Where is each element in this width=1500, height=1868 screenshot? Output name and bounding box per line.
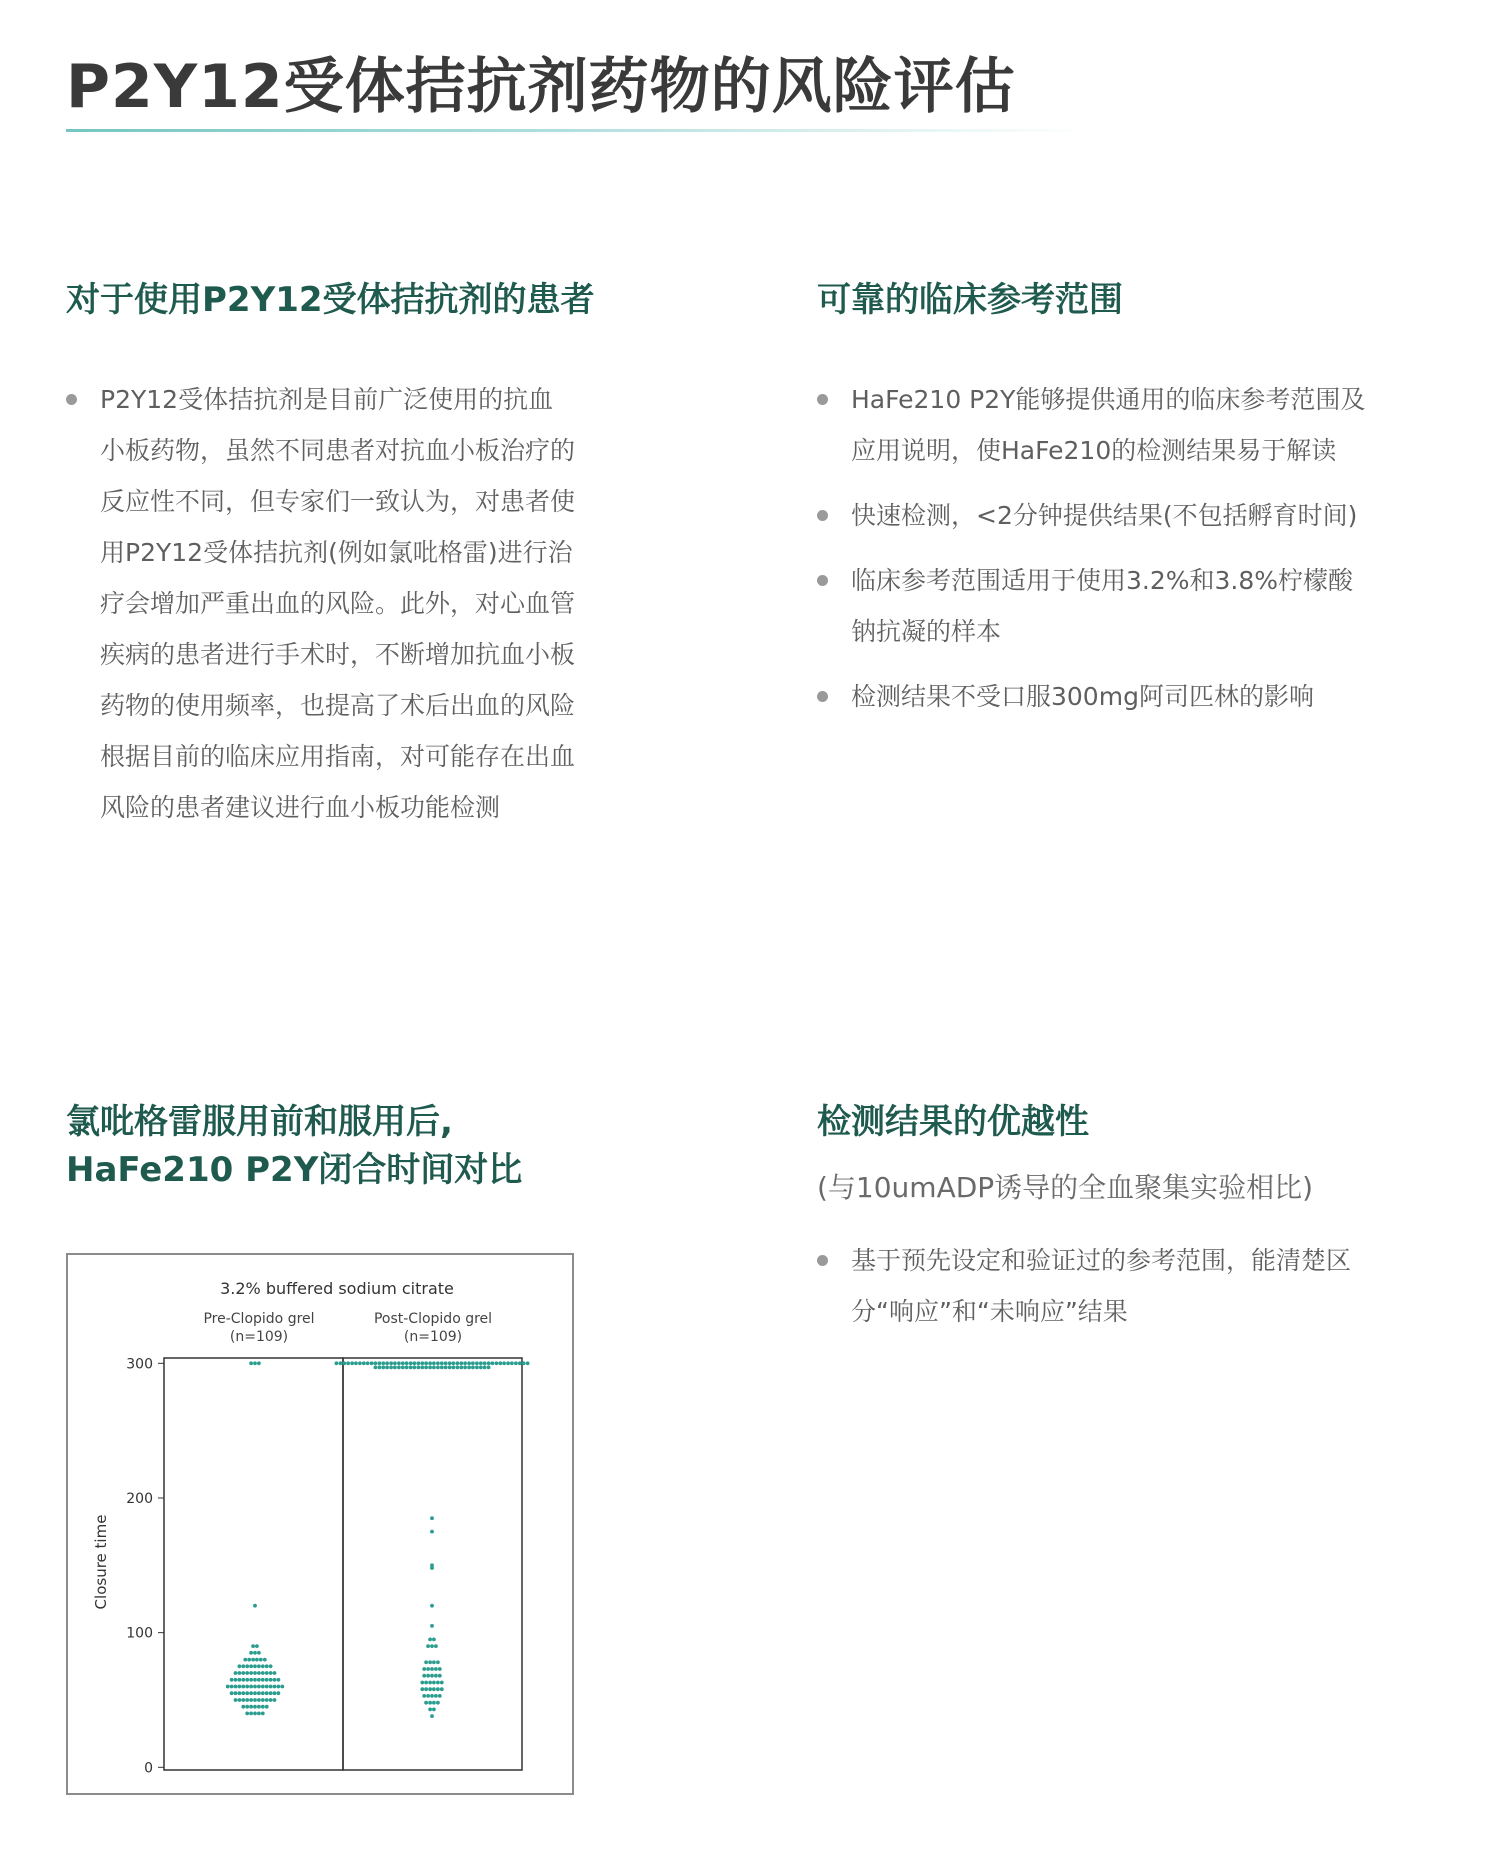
data-point bbox=[452, 1361, 456, 1365]
data-point bbox=[502, 1361, 506, 1365]
bullet-line: 快速检测，<2分钟提供结果(不包括孵育时间) bbox=[851, 501, 1358, 530]
y-tick-label: 0 bbox=[144, 1760, 153, 1777]
data-point bbox=[280, 1685, 284, 1689]
data-point bbox=[241, 1698, 245, 1702]
list-item bbox=[66, 374, 626, 833]
data-point bbox=[510, 1361, 514, 1365]
data-point bbox=[467, 1366, 471, 1370]
data-point bbox=[389, 1361, 393, 1365]
data-point bbox=[434, 1644, 438, 1648]
y-axis-label: Closure time bbox=[92, 1514, 110, 1610]
data-point bbox=[459, 1366, 463, 1370]
data-point bbox=[269, 1671, 273, 1675]
data-point bbox=[444, 1366, 448, 1370]
bullet-line: 药物的使用频率，也提高了术后出血的风险 bbox=[100, 691, 576, 720]
data-point bbox=[241, 1664, 245, 1668]
data-point bbox=[265, 1685, 269, 1689]
data-point bbox=[475, 1366, 479, 1370]
data-point bbox=[362, 1361, 366, 1365]
bullet-line: 根据目前的临床应用指南，对可能存在出血 bbox=[100, 742, 576, 771]
data-point bbox=[487, 1366, 491, 1370]
bullet-dot-icon bbox=[817, 510, 828, 521]
data-point bbox=[463, 1361, 467, 1365]
category-label-post: Post-Clopido grel bbox=[373, 1311, 493, 1327]
data-point bbox=[440, 1366, 444, 1370]
data-point bbox=[335, 1361, 339, 1365]
data-point bbox=[498, 1361, 502, 1365]
data-point bbox=[514, 1361, 518, 1365]
data-point bbox=[434, 1674, 438, 1678]
bullet-dot-icon bbox=[66, 394, 77, 405]
data-point bbox=[245, 1685, 249, 1689]
data-point bbox=[440, 1681, 444, 1685]
data-point bbox=[370, 1361, 374, 1365]
superiority-list bbox=[817, 1235, 1457, 1337]
data-point bbox=[436, 1681, 440, 1685]
data-point bbox=[401, 1361, 405, 1365]
bullet-line: 用P2Y12受体拮抗剂(例如氯吡格雷)进行治 bbox=[100, 538, 573, 567]
y-tick-label: 200 bbox=[126, 1490, 153, 1507]
data-point bbox=[436, 1361, 440, 1365]
list-item bbox=[817, 490, 1457, 541]
data-point bbox=[426, 1674, 430, 1678]
data-point bbox=[238, 1664, 242, 1668]
data-point bbox=[405, 1366, 409, 1370]
list-item bbox=[817, 671, 1457, 722]
data-point bbox=[273, 1671, 277, 1675]
data-point bbox=[522, 1361, 526, 1365]
data-point bbox=[430, 1674, 434, 1678]
data-point bbox=[456, 1366, 460, 1370]
data-point bbox=[249, 1651, 253, 1655]
data-point bbox=[432, 1638, 436, 1642]
data-point bbox=[259, 1658, 263, 1662]
data-point bbox=[506, 1361, 510, 1365]
data-point bbox=[417, 1366, 421, 1370]
list-item bbox=[817, 555, 1457, 657]
data-point bbox=[436, 1701, 440, 1705]
data-point bbox=[483, 1361, 487, 1365]
data-point bbox=[269, 1678, 273, 1682]
data-point bbox=[230, 1678, 234, 1682]
data-point bbox=[420, 1687, 424, 1691]
data-point bbox=[432, 1660, 436, 1664]
data-point bbox=[245, 1664, 249, 1668]
data-point bbox=[269, 1698, 273, 1702]
data-point bbox=[257, 1712, 261, 1716]
data-point bbox=[393, 1366, 397, 1370]
data-point bbox=[253, 1664, 257, 1668]
reference-list bbox=[817, 374, 1457, 722]
data-point bbox=[385, 1361, 389, 1365]
data-point bbox=[253, 1671, 257, 1675]
data-point bbox=[255, 1658, 259, 1662]
data-point bbox=[422, 1694, 426, 1698]
data-point bbox=[434, 1667, 438, 1671]
data-point bbox=[245, 1712, 249, 1716]
data-point bbox=[257, 1651, 261, 1655]
data-point bbox=[277, 1678, 281, 1682]
data-point bbox=[381, 1361, 385, 1365]
data-point bbox=[253, 1712, 257, 1716]
data-point bbox=[393, 1361, 397, 1365]
data-point bbox=[257, 1698, 261, 1702]
data-point bbox=[245, 1678, 249, 1682]
data-point bbox=[430, 1530, 434, 1534]
data-point bbox=[426, 1667, 430, 1671]
data-point bbox=[430, 1516, 434, 1520]
data-point bbox=[253, 1705, 257, 1709]
bullet-dot-icon bbox=[817, 575, 828, 586]
data-point bbox=[459, 1361, 463, 1365]
data-point bbox=[430, 1566, 434, 1570]
bullet-line: P2Y12受体拮抗剂是目前广泛使用的抗血 bbox=[100, 385, 554, 414]
data-point bbox=[277, 1691, 281, 1695]
data-point bbox=[413, 1361, 417, 1365]
data-point bbox=[251, 1658, 255, 1662]
data-point bbox=[255, 1644, 259, 1648]
bullet-line: HaFe210 P2Y能够提供通用的临床参考范围及 bbox=[851, 385, 1366, 414]
data-point bbox=[405, 1361, 409, 1365]
data-point bbox=[247, 1658, 251, 1662]
list-item bbox=[817, 1235, 1457, 1337]
data-point bbox=[230, 1691, 234, 1695]
data-point bbox=[238, 1698, 242, 1702]
data-point bbox=[245, 1698, 249, 1702]
data-point bbox=[444, 1361, 448, 1365]
data-point bbox=[339, 1361, 343, 1365]
data-point bbox=[253, 1678, 257, 1682]
bullet-line: 疾病的患者进行手术时，不断增加抗血小板 bbox=[100, 640, 576, 669]
data-point bbox=[432, 1366, 436, 1370]
data-point bbox=[234, 1685, 238, 1689]
bullet-line: 应用说明，使HaFe210的检测结果易于解读 bbox=[851, 436, 1337, 465]
data-point bbox=[467, 1361, 471, 1365]
data-point bbox=[397, 1366, 401, 1370]
data-point bbox=[241, 1678, 245, 1682]
data-point bbox=[366, 1361, 370, 1365]
data-point bbox=[253, 1685, 257, 1689]
data-point bbox=[342, 1361, 346, 1365]
data-point bbox=[261, 1685, 265, 1689]
data-point bbox=[226, 1685, 230, 1689]
data-point bbox=[265, 1678, 269, 1682]
data-point bbox=[448, 1366, 452, 1370]
data-point bbox=[424, 1701, 428, 1705]
data-point bbox=[261, 1712, 265, 1716]
data-point bbox=[428, 1708, 432, 1712]
bullet-line: 风险的患者建议进行血小板功能检测 bbox=[100, 793, 501, 822]
data-point bbox=[456, 1361, 460, 1365]
category-n-pre: (n=109) bbox=[229, 1329, 289, 1345]
data-point bbox=[265, 1691, 269, 1695]
bullet-line: 小板药物，虽然不同患者对抗血小板治疗的 bbox=[100, 436, 576, 465]
chart-svg bbox=[68, 1255, 572, 1793]
data-point bbox=[257, 1678, 261, 1682]
data-point bbox=[257, 1664, 261, 1668]
data-point bbox=[430, 1694, 434, 1698]
data-point bbox=[273, 1698, 277, 1702]
data-point bbox=[440, 1361, 444, 1365]
data-point bbox=[420, 1366, 424, 1370]
data-point bbox=[436, 1366, 440, 1370]
data-point bbox=[428, 1660, 432, 1664]
data-point bbox=[241, 1691, 245, 1695]
bullet-line: 临床参考范围适用于使用3.2%和3.8%柠檬酸 bbox=[851, 566, 1354, 595]
data-point bbox=[436, 1660, 440, 1664]
data-point bbox=[420, 1681, 424, 1685]
superiority-note: (与10umADP诱导的全血聚集实验相比) bbox=[817, 1171, 1314, 1204]
data-point bbox=[424, 1361, 428, 1365]
data-point bbox=[378, 1366, 382, 1370]
data-point bbox=[475, 1361, 479, 1365]
data-point bbox=[249, 1691, 253, 1695]
bullet-line: 反应性不同，但专家们一致认为，对患者使 bbox=[100, 487, 576, 516]
patients-heading: 对于使用P2Y12受体拮抗剂的患者 bbox=[66, 280, 595, 320]
data-point bbox=[483, 1366, 487, 1370]
data-point bbox=[253, 1361, 257, 1365]
data-point bbox=[438, 1674, 442, 1678]
chart-title: 3.2% buffered sodium citrate bbox=[220, 1279, 454, 1298]
data-point bbox=[253, 1651, 257, 1655]
list-item bbox=[817, 374, 1457, 476]
bullet-dot-icon bbox=[817, 691, 828, 702]
data-point bbox=[234, 1678, 238, 1682]
data-point bbox=[471, 1366, 475, 1370]
reference-heading: 可靠的临床参考范围 bbox=[817, 280, 1123, 320]
data-point bbox=[269, 1691, 273, 1695]
data-point bbox=[257, 1691, 261, 1695]
closure-time-chart bbox=[66, 1253, 574, 1795]
data-point bbox=[487, 1361, 491, 1365]
data-point bbox=[249, 1685, 253, 1689]
bullet-line: 钠抗凝的样本 bbox=[851, 617, 1002, 646]
data-point bbox=[238, 1685, 242, 1689]
category-n-post: (n=109) bbox=[403, 1329, 463, 1345]
comparison-heading-line: HaFe210 P2Y闭合时间对比 bbox=[66, 1150, 523, 1190]
data-point bbox=[413, 1366, 417, 1370]
data-point bbox=[241, 1671, 245, 1675]
data-point bbox=[265, 1671, 269, 1675]
data-point bbox=[471, 1361, 475, 1365]
data-point bbox=[269, 1664, 273, 1668]
category-label-pre: Pre-Clopido grel bbox=[203, 1311, 315, 1327]
data-point bbox=[479, 1366, 483, 1370]
y-axis bbox=[126, 1356, 164, 1776]
data-point bbox=[430, 1714, 434, 1718]
data-point bbox=[432, 1687, 436, 1691]
bullet-dot-icon bbox=[817, 1255, 828, 1266]
data-point bbox=[385, 1366, 389, 1370]
y-tick-label: 100 bbox=[126, 1625, 153, 1642]
data-point bbox=[350, 1361, 354, 1365]
patients-list bbox=[66, 374, 626, 833]
data-point bbox=[428, 1687, 432, 1691]
comparison-heading bbox=[66, 1098, 522, 1194]
data-point bbox=[424, 1366, 428, 1370]
data-point bbox=[234, 1691, 238, 1695]
data-point bbox=[389, 1366, 393, 1370]
data-point bbox=[424, 1660, 428, 1664]
data-point bbox=[354, 1361, 358, 1365]
data-point bbox=[434, 1694, 438, 1698]
data-point bbox=[378, 1361, 382, 1365]
page-title: P2Y12受体拮抗剂药物的风险评估 bbox=[66, 52, 1016, 122]
data-point bbox=[428, 1366, 432, 1370]
data-point bbox=[251, 1644, 255, 1648]
data-point bbox=[261, 1664, 265, 1668]
data-point bbox=[358, 1361, 362, 1365]
title-underline bbox=[66, 129, 1086, 132]
comparison-heading-line: 氯吡格雷服用前和服用后, bbox=[66, 1102, 453, 1142]
data-point bbox=[426, 1644, 430, 1648]
data-point bbox=[245, 1691, 249, 1695]
data-point bbox=[230, 1685, 234, 1689]
data-point bbox=[253, 1698, 257, 1702]
data-point bbox=[428, 1681, 432, 1685]
data-point bbox=[424, 1681, 428, 1685]
data-point bbox=[257, 1361, 261, 1365]
data-point bbox=[241, 1705, 245, 1709]
data-point bbox=[249, 1671, 253, 1675]
bullet-line: 分“响应”和“未响应”结果 bbox=[851, 1297, 1128, 1326]
data-point bbox=[261, 1705, 265, 1709]
data-point bbox=[238, 1678, 242, 1682]
data-point bbox=[491, 1361, 495, 1365]
data-point bbox=[265, 1664, 269, 1668]
data-point bbox=[428, 1361, 432, 1365]
data-point bbox=[245, 1671, 249, 1675]
data-point bbox=[432, 1701, 436, 1705]
data-point bbox=[409, 1361, 413, 1365]
data-point bbox=[426, 1694, 430, 1698]
data-point bbox=[273, 1678, 277, 1682]
data-point bbox=[495, 1361, 499, 1365]
data-point bbox=[440, 1687, 444, 1691]
data-point bbox=[261, 1698, 265, 1702]
data-point bbox=[245, 1705, 249, 1709]
data-point bbox=[432, 1708, 436, 1712]
data-point bbox=[238, 1671, 242, 1675]
data-point bbox=[430, 1604, 434, 1608]
data-point bbox=[422, 1667, 426, 1671]
data-point bbox=[430, 1624, 434, 1628]
data-point bbox=[428, 1701, 432, 1705]
data-point bbox=[401, 1366, 405, 1370]
bullet-dot-icon bbox=[817, 394, 828, 405]
bullet-line: 基于预先设定和验证过的参考范围，能清楚区 bbox=[851, 1246, 1352, 1275]
data-point bbox=[273, 1685, 277, 1689]
data-point bbox=[261, 1691, 265, 1695]
data-point bbox=[249, 1712, 253, 1716]
data-point bbox=[430, 1667, 434, 1671]
data-point bbox=[253, 1604, 257, 1608]
panel-frame-pre bbox=[164, 1358, 343, 1770]
data-point bbox=[438, 1667, 442, 1671]
data-points bbox=[226, 1361, 530, 1718]
data-point bbox=[448, 1361, 452, 1365]
data-point bbox=[257, 1685, 261, 1689]
data-point bbox=[263, 1658, 267, 1662]
data-point bbox=[430, 1644, 434, 1648]
data-point bbox=[243, 1658, 247, 1662]
data-point bbox=[249, 1705, 253, 1709]
bullet-line: 疗会增加严重出血的风险。此外，对心血管 bbox=[100, 589, 576, 618]
data-point bbox=[428, 1638, 432, 1642]
data-point bbox=[277, 1685, 281, 1689]
data-point bbox=[422, 1674, 426, 1678]
data-point bbox=[253, 1691, 257, 1695]
data-point bbox=[438, 1694, 442, 1698]
data-point bbox=[424, 1687, 428, 1691]
data-point bbox=[265, 1698, 269, 1702]
data-point bbox=[409, 1366, 413, 1370]
data-point bbox=[346, 1361, 350, 1365]
data-point bbox=[249, 1664, 253, 1668]
data-point bbox=[238, 1691, 242, 1695]
data-point bbox=[432, 1361, 436, 1365]
data-point bbox=[397, 1361, 401, 1365]
data-point bbox=[526, 1361, 530, 1365]
data-point bbox=[257, 1705, 261, 1709]
data-point bbox=[452, 1366, 456, 1370]
data-point bbox=[249, 1698, 253, 1702]
data-point bbox=[518, 1361, 522, 1365]
data-point bbox=[249, 1678, 253, 1682]
data-point bbox=[374, 1361, 378, 1365]
data-point bbox=[479, 1361, 483, 1365]
data-point bbox=[234, 1698, 238, 1702]
data-point bbox=[432, 1681, 436, 1685]
data-point bbox=[234, 1671, 238, 1675]
data-point bbox=[273, 1691, 277, 1695]
data-point bbox=[374, 1366, 378, 1370]
data-point bbox=[381, 1366, 385, 1370]
data-point bbox=[261, 1678, 265, 1682]
data-point bbox=[249, 1361, 253, 1365]
data-point bbox=[241, 1685, 245, 1689]
data-point bbox=[269, 1685, 273, 1689]
data-point bbox=[265, 1705, 269, 1709]
data-point bbox=[257, 1671, 261, 1675]
data-point bbox=[420, 1361, 424, 1365]
data-point bbox=[436, 1687, 440, 1691]
superiority-heading: 检测结果的优越性 bbox=[817, 1102, 1089, 1142]
data-point bbox=[463, 1366, 467, 1370]
y-tick-label: 300 bbox=[126, 1356, 153, 1373]
data-point bbox=[261, 1671, 265, 1675]
bullet-line: 检测结果不受口服300mg阿司匹林的影响 bbox=[851, 682, 1314, 711]
data-point bbox=[417, 1361, 421, 1365]
